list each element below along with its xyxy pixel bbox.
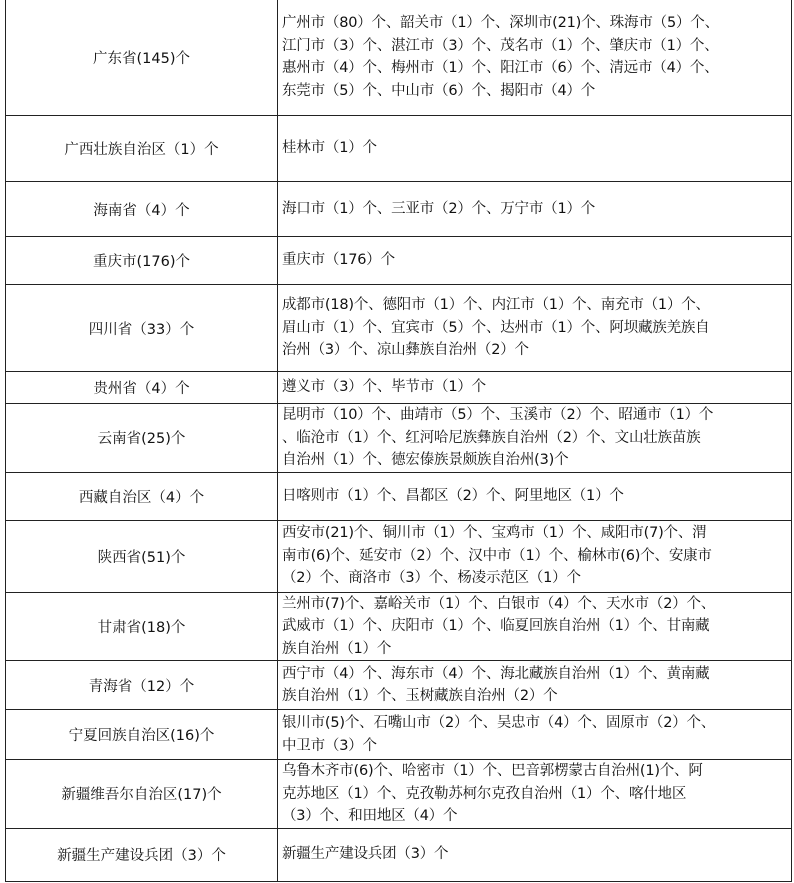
province-city-table <box>5 0 792 882</box>
cities-cell: 新疆生产建设兵团（3）个 <box>278 828 792 881</box>
cities-cell: 西安市(21)个、铜川市（1）个、宝鸡市（1）个、咸阳市(7)个、渭 南市(6)个、延安市（2）个、汉中市（1）个、榆林市(6)个、安康市 （2）个、商洛市（3）个、杨凌示范区（1）个 <box>278 520 792 592</box>
province-cell: 广东省(145)个 <box>6 0 278 116</box>
table-row <box>6 285 792 372</box>
table-row <box>6 760 792 829</box>
province-cell: 海南省（4）个 <box>6 182 278 237</box>
table-row <box>6 404 792 473</box>
table-row <box>6 116 792 182</box>
province-cell: 广西壮族自治区（1）个 <box>6 116 278 182</box>
cities-cell: 乌鲁木齐市(6)个、哈密市（1）个、巴音郭楞蒙古自治州(1)个、阿 克苏地区（1）个、克孜勒苏柯尔克孜自治州（1）个、喀什地区 （3）个、和田地区（4）个 <box>278 760 792 829</box>
cities-cell: 桂林市（1）个 <box>278 116 792 182</box>
province-cell: 云南省(25)个 <box>6 404 278 473</box>
province-cell: 四川省（33）个 <box>6 285 278 372</box>
table-row <box>6 592 792 661</box>
province-cell: 宁夏回族自治区(16)个 <box>6 710 278 760</box>
province-cell: 重庆市(176)个 <box>6 237 278 285</box>
table-row <box>6 472 792 520</box>
province-cell: 西藏自治区（4）个 <box>6 472 278 520</box>
cities-cell: 日喀则市（1）个、昌都区（2）个、阿里地区（1）个 <box>278 472 792 520</box>
province-cell: 新疆维吾尔自治区(17)个 <box>6 760 278 829</box>
cities-cell: 昆明市（10）个、曲靖市（5）个、玉溪市（2）个、昭通市（1）个 、临沧市（1）个、红河哈尼族彝族自治州（2）个、文山壮族苗族 自治州（1）个、德宏傣族景颇族自治州(3)个 <box>278 404 792 473</box>
cities-cell: 重庆市（176）个 <box>278 237 792 285</box>
cities-cell: 广州市（80）个、韶关市（1）个、深圳市(21)个、珠海市（5）个、 江门市（3）个、湛江市（3）个、茂名市（1）个、肇庆市（1）个、 惠州市（4）个、梅州市（1）个、阳江市（6）个、清远市（4）个、 东莞市（5）个、中山市（6）个、揭阳市（4）个 <box>278 0 792 116</box>
cities-cell: 海口市（1）个、三亚市（2）个、万宁市（1）个 <box>278 182 792 237</box>
table-row <box>6 520 792 592</box>
province-cell: 青海省（12）个 <box>6 661 278 710</box>
province-cell: 贵州省（4）个 <box>6 372 278 404</box>
table-row <box>6 0 792 116</box>
cities-cell: 银川市(5)个、石嘴山市（2）个、吴忠市（4）个、固原市（2）个、 中卫市（3）个 <box>278 710 792 760</box>
table-row <box>6 661 792 710</box>
cities-cell: 成都市(18)个、德阳市（1）个、内江市（1）个、南充市（1）个、 眉山市（1）个、宜宾市（5）个、达州市（1）个、阿坝藏族羌族自 治州（3）个、凉山彝族自治州（2）个 <box>278 285 792 372</box>
cities-cell: 西宁市（4）个、海东市（4）个、海北藏族自治州（1）个、黄南藏 族自治州（1）个、玉树藏族自治州（2）个 <box>278 661 792 710</box>
table-row <box>6 710 792 760</box>
table-row <box>6 372 792 404</box>
province-cell: 甘肃省(18)个 <box>6 592 278 661</box>
province-cell: 陕西省(51)个 <box>6 520 278 592</box>
province-cell: 新疆生产建设兵团（3）个 <box>6 828 278 881</box>
table-row <box>6 237 792 285</box>
table-row <box>6 182 792 237</box>
cities-cell: 遵义市（3）个、毕节市（1）个 <box>278 372 792 404</box>
table-row <box>6 828 792 881</box>
cities-cell: 兰州市(7)个、嘉峪关市（1）个、白银市（4）个、天水市（2）个、 武威市（1）个、庆阳市（1）个、临夏回族自治州（1）个、甘南藏 族自治州（1）个 <box>278 592 792 661</box>
